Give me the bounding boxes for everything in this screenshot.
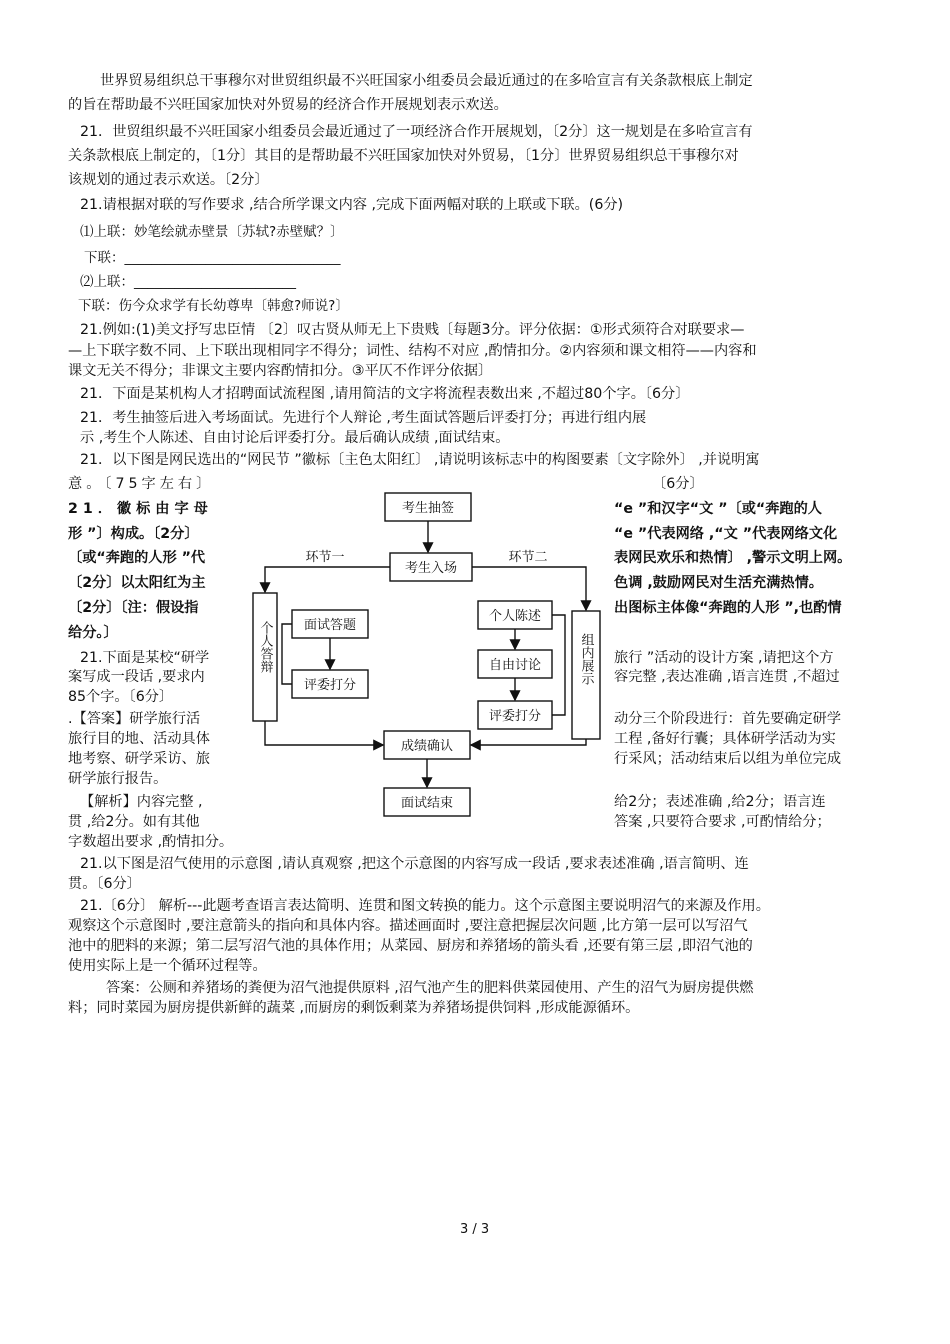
individual-label: 个人答辩 xyxy=(257,621,273,673)
text-line: 贯。〔6分〕 xyxy=(68,876,141,892)
page-number: 3 / 3 xyxy=(460,1222,490,1237)
text-line: 研学旅行报告。 xyxy=(68,771,168,787)
text-line: 21．考生抽签后进入考场面试。先进行个人辩论 ,考生面试答题后评委打分；再进行组内展 xyxy=(80,410,647,426)
text-line: 容完整 ,表达准确 ,语言连贯 ,不超过 xyxy=(614,669,840,685)
bracket-right xyxy=(552,615,565,715)
bracket-left xyxy=(282,624,292,684)
text-line: “e ”和汉字“文 ”〔或“奔跑的人 xyxy=(614,501,822,517)
text-line: 世界贸易组织总干事穆尔对世贸组织最不兴旺国家小组委员会最近通过的在多哈宣言有关条款根底上制定 xyxy=(100,73,753,89)
statement-label: 个人陈述 xyxy=(488,609,542,624)
text-line: 21.下面是某校“研学 xyxy=(80,650,210,666)
text-line: 动分三个阶段进行：首先要确定研学 xyxy=(614,711,842,727)
text-line: 答案：公厕和养猪场的粪便为沼气池提供原料 ,沼气池产生的肥料供菜园使用、产生的沼气为厨房提供燃 xyxy=(106,980,754,996)
text-line: 21．世贸组织最不兴旺国家小组委员会最近通过了一项经济合作开展规划，〔2分〕这一规划是在多哈宣言有 xyxy=(80,124,753,140)
text-line: 料；同时菜园为厨房提供新鲜的蔬菜 ,而厨房的剩饭剩菜为养猪场提供饲料 ,形成能源循环。 xyxy=(68,1000,640,1016)
text-line: 旅行目的地、活动具体 xyxy=(68,731,210,747)
enter-label: 考生入场 xyxy=(404,561,458,576)
stage1-label: 环节一 xyxy=(305,550,345,565)
text-line: 形 ”〕构成。〔2分〕 xyxy=(68,526,199,542)
finish-label: 面试结束 xyxy=(400,796,454,811)
interview-flowchart xyxy=(250,483,610,828)
line-left-confirm xyxy=(265,721,383,745)
text-line: 表网民欢乐和热情〕 ,警示文明上网。 xyxy=(614,550,852,566)
line-enter-left xyxy=(265,567,390,592)
discussion-label: 自由讨论 xyxy=(488,658,542,673)
text-line: 案写成一段话 ,要求内 xyxy=(68,669,205,685)
group-label: 组内展示 xyxy=(578,633,594,685)
stage2-label: 环节二 xyxy=(508,550,548,565)
text-line: ⑴上联：妙笔绘就赤壁景〔苏轼?赤壁赋？〕 xyxy=(80,224,344,240)
text-line: 出图标主体像“奔跑的人形 ”,也酌情 xyxy=(614,600,842,616)
text-line: 85个字。〔6分〕 xyxy=(68,689,174,705)
text-line: 〔2分〕〔注：假设指 xyxy=(68,600,199,616)
text-line: 地考察、研学采访、旅 xyxy=(68,751,210,767)
confirm-label: 成绩确认 xyxy=(400,739,454,754)
text-line: .【答案】研学旅行活 xyxy=(68,711,201,727)
text-line: 〔或“奔跑的人形 ”代 xyxy=(68,550,206,566)
text-line: 答案 ,只要符合要求 ,可酌情给分； xyxy=(614,814,831,830)
text-line: 21.例如:(1)美文抒写忠臣情 〔2〕叹古贤从师无上下贵贱〔每题3分。评分依据：①形式须符合对联要求— xyxy=(80,322,745,338)
text-line: 旅行 ”活动的设计方案 ,请把这个方 xyxy=(614,650,834,666)
text-line: 给2分；表述准确 ,给2分；语言连 xyxy=(614,794,826,810)
text-line: 21.请根据对联的写作要求 ,结合所学课文内容 ,完成下面两幅对联的上联或下联。(6分) xyxy=(80,197,624,213)
text-line: 色调 ,鼓励网民对生活充满热情。 xyxy=(614,575,823,591)
text-line: 〔2分〕以太阳红为主 xyxy=(68,575,206,591)
text-line: 贯 ,给2分。如有其他 xyxy=(68,814,200,830)
text-line: 的旨在帮助最不兴旺国家加快对外贸易的经济合作开展规划表示欢送。 xyxy=(68,97,508,113)
text-line: 示 ,考生个人陈述、自由讨论后评委打分。最后确认成绩 ,面试结束。 xyxy=(80,430,510,446)
score2-label: 评委打分 xyxy=(488,709,542,724)
text-line: 21．以下图是网民选出的“网民节 ”徽标〔主色太阳红〕 ,请说明该标志中的构图要素〔文字除外〕 ,并说明寓 xyxy=(80,452,760,468)
text-line: 关条款根底上制定的，〔1分〕其目的是帮助最不兴旺国家加快对外贸易，〔1分〕世界贸易组织总干事穆尔对 xyxy=(68,148,739,164)
text-line: 字数超出要求 ,酌情扣分。 xyxy=(68,834,234,850)
start-label: 考生抽签 xyxy=(401,501,455,516)
text-line: ⑵上联：________________________ xyxy=(80,274,296,290)
text-line: “e ”代表网络 ,“文 ”代表网络文化 xyxy=(614,526,838,542)
score1-label: 评委打分 xyxy=(303,678,357,693)
text-line: 使用实际上是一个循环过程等。 xyxy=(68,958,267,974)
text-line: 21．徽标由字母 xyxy=(68,501,213,517)
text-line: 观察这个示意图时 ,要注意箭头的指向和具体内容。描述画面时 ,要注意把握层次问题 ,比方第一层可以写沼气 xyxy=(68,918,748,934)
text-line: 下联：________________________________ xyxy=(84,250,341,266)
text-line: 工程 ,备好行囊；具体研学活动为实 xyxy=(614,731,836,747)
text-line: 【解析】内容完整 , xyxy=(80,794,203,810)
text-line: 意。〔75字左右〕 xyxy=(68,476,215,492)
line-right-confirm xyxy=(471,739,586,745)
text-line: 21.〔6分〕 解析---此题考查语言表达简明、连贯和图文转换的能力。这个示意图主要说明沼气的来源及作用。 xyxy=(80,898,770,914)
text-line: 课文无关不得分；非课文主要内容酌情扣分。③平仄不作评分依据〕 xyxy=(68,363,493,379)
text-line: —上下联字数不同、上下联出现相同字不得分；词性、结构不对应 ,酌情扣分。②内容须和课文相符——内容和 xyxy=(68,343,757,359)
text-line: 行采风；活动结束后以组为单位完成 xyxy=(614,751,842,767)
text-line: 该规划的通过表示欢送。〔2分〕 xyxy=(68,172,269,188)
answer-label: 面试答题 xyxy=(303,618,357,633)
text-line: 〔6分〕 xyxy=(652,476,704,492)
text-line: 21.以下图是沼气使用的示意图 ,请认真观察 ,把这个示意图的内容写成一段话 ,要求表述准确 ,语言简明、连 xyxy=(80,856,749,872)
text-line: 下联：伤今众求学有长幼尊卑〔韩愈?师说?〕 xyxy=(78,298,349,314)
text-line: 池中的肥料的来源；第二层写沼气池的具体作用；从菜园、厨房和养猪场的箭头看 ,还要有第三层 ,即沼气池的 xyxy=(68,938,753,954)
text-line: 给分。〕 xyxy=(68,625,118,641)
text-line: 21．下面是某机构人才招聘面试流程图 ,请用简洁的文字将流程表数出来 ,不超过80个字。〔6分〕 xyxy=(80,386,690,402)
